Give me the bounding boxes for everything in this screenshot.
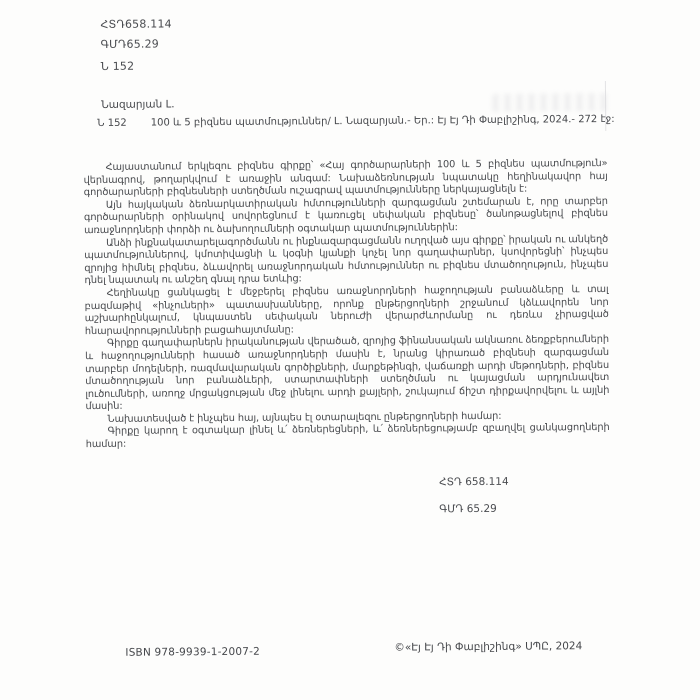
- annotation-paragraph: Նախատեսված է ինչպես հայ, այնպես էլ օտարալեզու ընթերցողների համար:: [107, 410, 502, 425]
- catalog-entry-code: Ն 152: [97, 117, 127, 129]
- catalog-entry-description: 100 և 5 բիզնես պատմություններ/ Լ. Նազարյան.- Եր.: Էյ Էյ Դի Փաբլիշինգ, 2024.- 272 էջ:: [150, 113, 615, 129]
- catalog-author: Նազարյան Լ.: [101, 98, 175, 111]
- classification-codes-mid: [439, 469, 509, 524]
- catalog-entry-line: [97, 114, 614, 129]
- annotation-block: [84, 158, 610, 452]
- bleed-through-watermark: [486, 90, 618, 117]
- annotation-paragraph: Այն հայկական ձեռնարկատիրական հմտությունների զարգացման շտեմարան է, որը տարբեր գործարարների օրինակով սովորեցնում է կառուցել սեփական բիզնեսը՝ ծանոթացնելով բիզնես առաջնորդների փորձի ու ձախողումների օգտակար պատմություններին:: [83, 195, 608, 237]
- isbn: ISBN 978-9939-1-2007-2: [125, 645, 260, 659]
- classification-codes-top: [100, 14, 172, 77]
- annotation-paragraph: Գիրքը կարող է օգտակար լինել և՛ ձեռներեցների, և՛ ձեռներեցությամբ զբաղվել ցանկացողների համար:: [85, 422, 610, 451]
- annotation-paragraph: Հայաստանում երկլեզու բիզնես գիրքը՝ «Հայ գործարարների 100 և 5 բիզնես պատմություն» վերնագրով, թողարկվում է առաջին անգամ: Նախաձեռնության նպատակը հեղինակավոր հայ գործարարների բիզնեսների ստեղծման ուշագրավ պատմությունները ներկայացնելն է:: [83, 157, 608, 199]
- annotation-paragraph: Գիրքը գաղափարներն իրականության վերածած, զրոյից ֆինանսական ակնառու ձեռքբերումների և հաջողությունների հասած առաջնորդների մասին է, նրանց կիրառած բիզնեսի զարգացման տարբեր մոդելների, ռազմավարական գործիքների, մարքեթինգի, վաճառքի արդի մեթոդների, բիզնես մտածողության նոր բանաձևերի, ստարտափների ստեղծման ու կայացման արդյունավետ լուծումների, առողջ մրցակցության մեջ լինելու արդի քայլերի, շուկայում ճիշտ դիրքավորվելու և այլնի մասին:: [84, 334, 610, 413]
- udc-code-mid: ՀՏԴ 658.114: [438, 475, 509, 489]
- author-sign-top: Ն 152: [100, 59, 135, 73]
- bbk-code-mid: ԳՄԴ 65.29: [439, 502, 497, 516]
- annotation-paragraph: Անձի ինքնակատարելագործմանն ու ինքնազարգացմանն ուղղված այս գիրքը՝ իրական ու անկեղծ պատմություններով, կմոտիվացնի և կօգնի կյանքի կոչել նոր գաղափարներ, կսովորեցնի՝ ինչպես զրոյից հիմնել բիզնես, ձևավորել առաջնորդական հմտություններ ու բիզնես մտածողություն, ինչպես դնել նպատակ ու անշեղ գնալ դրա ետևից:: [84, 233, 609, 287]
- bbk-code-top: ԳՄԴ65.29: [100, 37, 160, 51]
- udc-code-top: ՀՏԴ658.114: [100, 17, 172, 31]
- annotation-paragraph: Հեղինակը ցանկացել է մեջբերել բիզնես առաջնորդների հաջողության բանաձևերը և տալ բազմաթիվ «ինչուների» պատասխանները, որոնք ընթերցողների շրջանում կձևավորեն նոր աշխարհընկալում, կնպաստեն սեփական ներուժի վերարժևորմանը ու դեռևս չիրացված հնարավորությունների բացահայտմանը:: [84, 283, 609, 337]
- copyright-notice: ©«Էյ Էյ Դի Փաբլիշինգ» ՍՊԸ, 2024: [394, 640, 583, 654]
